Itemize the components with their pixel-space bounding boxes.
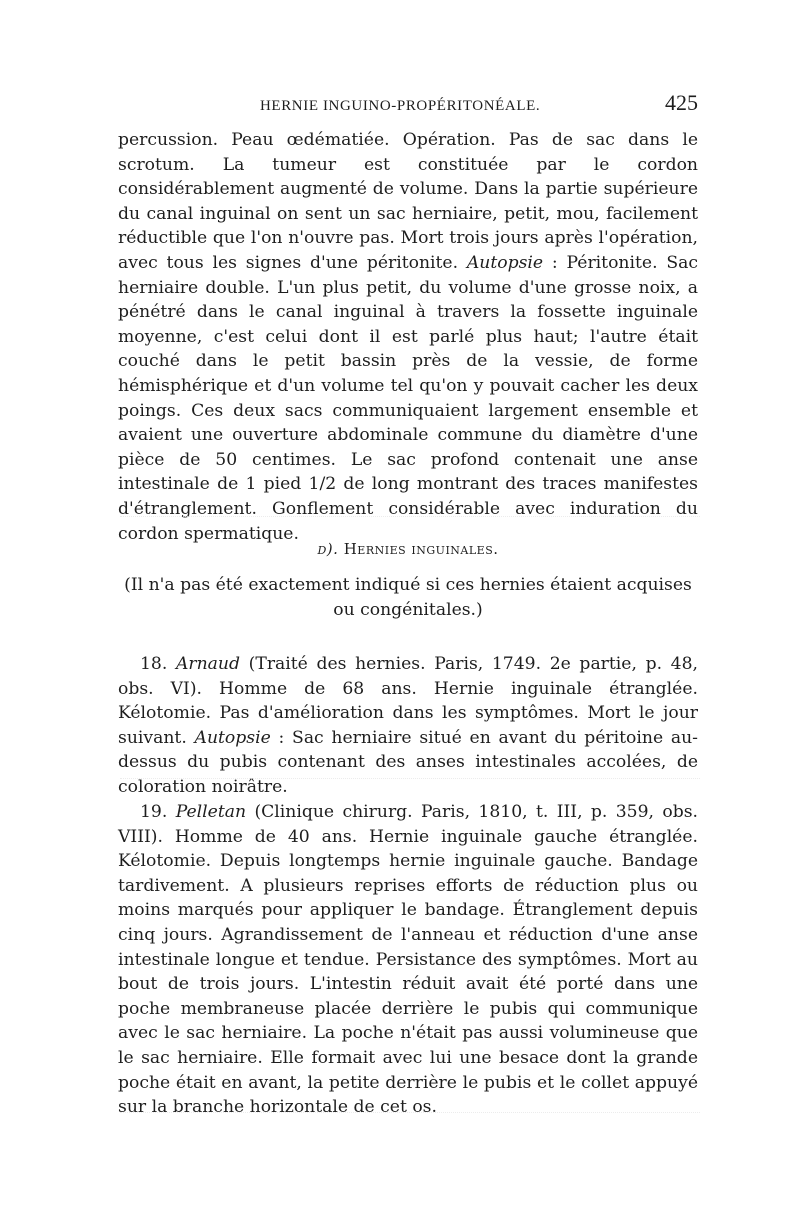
show-through-line xyxy=(120,778,700,787)
case-number: 19. xyxy=(140,802,168,822)
paragraph-continued-case xyxy=(118,128,698,546)
section-letter: d). xyxy=(317,540,339,558)
autopsy-label: Autopsie xyxy=(466,252,544,273)
case-author: Pelletan xyxy=(175,802,247,822)
page-number: 425 xyxy=(665,90,698,115)
case-number: 18. xyxy=(140,654,168,674)
case-text-after-autopsy: : Sac herniaire situé en avant du péritoine au-dessus du pubis contenant des anses intestinales accolées, de coloration noirâtre. xyxy=(118,727,698,797)
show-through-line xyxy=(120,516,700,525)
autopsy-label: Autopsie xyxy=(194,727,271,748)
case-19 xyxy=(118,800,698,1120)
page-header xyxy=(118,90,698,130)
paragraph-text-before-autopsy: percussion. Peau œdématiée. Opération. Pas de sac dans le scrotum. La tumeur est constituée par le cordon considérablement augmenté de volume. Dans la partie supérieure du canal inguinal on sent un sac herniaire, petit, mou, facilement réductible que l'on n'ouvre pas. Mort trois jours après l'opération, avec tous les signes d'une péritonite. xyxy=(118,130,698,273)
section-heading xyxy=(118,540,698,558)
case-text: (Traité des hernies. Paris, 1749. 2e partie, p. 48, obs. VI). Homme de 68 ans. Hernie inguinale étranglée. Kélotomie. Pas d'amélioration dans les symptômes. Mort le jour suivant. xyxy=(118,654,698,748)
case-text: (Clinique chirurg. Paris, 1810, t. III, p. 359, obs. VIII). Homme de 40 ans. Hernie inguinale gauche étranglée. Kélotomie. Depuis longtemps hernie inguinale gauche. Bandage tardivement. A plusieurs reprises efforts de réduction plus ou moins marqués pour appliquer le bandage. Étranglement depuis cinq jours. Agrandissement de l'anneau et réduction d'une anse intestinale longue et tendue. Persistance des symptômes. Mort au bout de trois jours. L'intestin réduit avait été porté dans une poche membraneuse placée derrière le pubis qui communique avec le sac herniaire. La poche n'était pas aussi volumineuse que le sac herniaire. Elle formait avec lui une besace dont la grande poche était en avant, la petite derrière le pubis et le collet appuyé sur la branche horizontale de cet os. xyxy=(118,802,698,1118)
show-through-line xyxy=(120,1112,700,1121)
section-note: (Il n'a pas été exactement indiqué si ces hernies étaient acquises ou congénitales.) xyxy=(124,575,692,620)
case-author: Arnaud xyxy=(175,654,241,674)
section-title: Hernies inguinales. xyxy=(343,540,499,558)
running-head: HERNIE INGUINO-PROPÉRITONÉALE. xyxy=(260,98,541,114)
paragraph-text-after-autopsy: : Péritonite. Sac herniaire double. L'un plus petit, du volume d'une grosse noix, a pénétré dans le canal inguinal à travers la fossette inguinale moyenne, c'est celui dont il est parlé plus haut; l'autre était couché dans le petit bassin près de la vessie, de forme hémisphérique et d'un volume tel qu'on y pouvait cacher les deux poings. Ces deux sacs communiquaient largement ensemble et avaient une ouverture abdominale commune du diamètre d'une pièce de 50 centimes. Le sac profond contenait une anse intestinale de 1 pied 1/2 de long montrant des traces manifestes d'étranglement. Gonflement considérable avec induration du cordon spermatique. xyxy=(118,252,698,544)
